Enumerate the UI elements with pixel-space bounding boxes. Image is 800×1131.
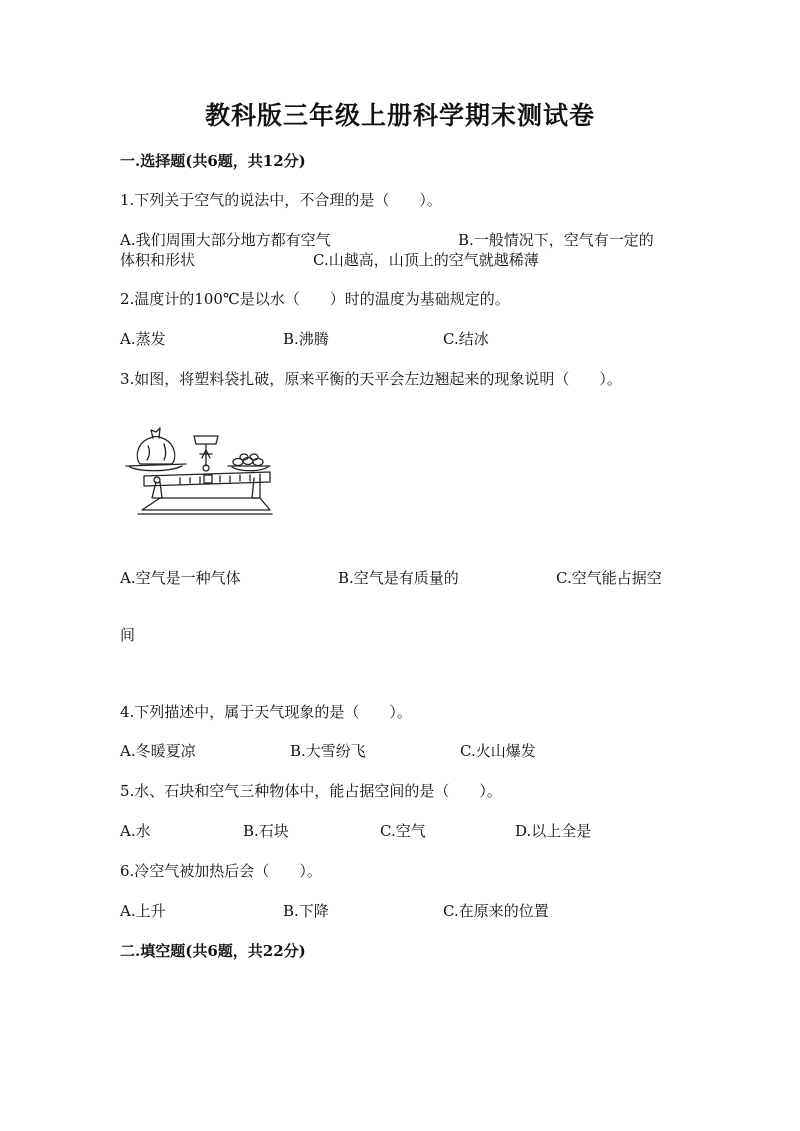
question-2-option-c: C.结冰 [443, 330, 489, 348]
question-4-stem: 4.下列描述中，属于天气现象的是（ ）。 [120, 703, 412, 721]
question-5-stem: 5.水、石块和空气三种物体中，能占据空间的是（ ）。 [120, 782, 502, 800]
page-title: 教科版三年级上册科学期末测试卷 [204, 101, 595, 130]
section-heading-fill-blank: 二.填空题(共6题，共22分) [120, 942, 306, 960]
question-6-option-c: C.在原来的位置 [443, 902, 549, 920]
question-4-option-c: C.火山爆发 [460, 742, 536, 760]
question-3-stem: 3.如图，将塑料袋扎破，原来平衡的天平会左边翘起来的现象说明（ ）。 [120, 370, 622, 388]
question-4-option-a: A.冬暖夏凉 [120, 742, 196, 760]
question-2-stem: 2.温度计的100℃是以水（ ）时的温度为基础规定的。 [120, 290, 510, 308]
section-heading-choice: 一.选择题(共6题，共12分) [120, 152, 306, 170]
question-1-option-c: C.山越高，山顶上的空气就越稀薄 [313, 251, 539, 269]
question-3-option-a: A.空气是一种气体 [120, 569, 241, 587]
question-6-option-b: B.下降 [283, 902, 329, 920]
question-2-option-a: A.蒸发 [120, 330, 166, 348]
question-5-option-b: B.石块 [243, 822, 289, 840]
question-1-stem: 1.下列关于空气的说法中，不合理的是（ ）。 [120, 191, 442, 209]
question-3-option-c-continued: 间 [120, 626, 136, 644]
question-5-option-c: C.空气 [380, 822, 426, 840]
question-5-option-d: D.以上全是 [515, 822, 592, 840]
question-1-option-b: B.一般情况下，空气有一定的 [458, 231, 654, 249]
question-3-option-b: B.空气是有质量的 [338, 569, 459, 587]
question-2-option-b: B.沸腾 [283, 330, 329, 348]
question-6-stem: 6.冷空气被加热后会（ ）。 [120, 862, 322, 880]
question-4-option-b: B.大雪纷飞 [290, 742, 366, 760]
question-6-option-a: A.上升 [120, 902, 166, 920]
question-1-option-b-continued: 体积和形状 [120, 251, 196, 269]
question-1-option-a: A.我们周围大部分地方都有空气 [120, 231, 331, 249]
question-5-option-a: A.水 [120, 822, 151, 840]
question-3-option-c: C.空气能占据空 [556, 569, 662, 587]
balance-scale-figure [120, 420, 280, 524]
